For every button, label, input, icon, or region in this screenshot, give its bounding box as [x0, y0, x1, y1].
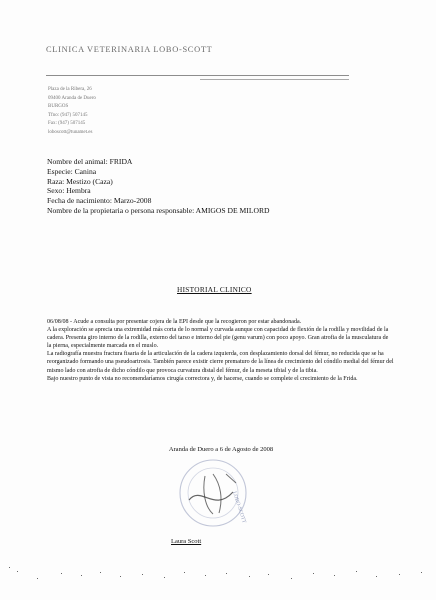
scan-speck [37, 578, 38, 579]
header-divider-secondary [200, 79, 349, 80]
animal-name: Nombre del animal: FRIDA [47, 157, 133, 166]
history-paragraph: A la exploración se aprecia una extremidad más corta de lo normal y curvada aunque con capacidad de flexión de la rodilla y movilidad de la cadera. Presenta giro interno de la rodilla, externo del tarso e interno del pie (genu varum) con poco apoyo. Gran atrofia de la musculatura de la pierna, especialmente marcada en el muslo. [47, 327, 389, 350]
phone-line: Tfno: (947) 507145 [48, 112, 88, 118]
clinic-address [48, 86, 138, 138]
animal-breed: Raza: Mestizo (Caza) [47, 176, 113, 186]
scan-speck [226, 573, 227, 574]
scan-speck [399, 574, 400, 575]
scan-speck [421, 572, 422, 573]
fax-line: Fax: (947) 507145 [48, 121, 86, 127]
scan-speck [268, 574, 269, 575]
email-line: loboscott@tunamet.es [48, 129, 93, 135]
scan-speck [81, 575, 82, 576]
scan-speck [164, 577, 165, 578]
address-line: BURGOS [48, 104, 69, 110]
scan-speck [313, 573, 314, 574]
clinic-name: CLINICA VETERINARIA LOBO-SCOTT [46, 45, 213, 54]
scan-speck [184, 572, 185, 573]
animal-birth-date: Fecha de nacimiento: Marzo-2008 [47, 196, 152, 206]
scan-speck [17, 571, 18, 572]
animal-sex: Sexo: Hembra [47, 186, 91, 196]
stamp-text: LOBO-SCOTT [231, 490, 247, 524]
clinical-history-heading: HISTORIAL CLINICO [177, 285, 252, 294]
place-and-date: Aranda de Duero a 6 de Agosto de 2008 [168, 446, 274, 453]
scan-speck [356, 571, 357, 572]
scan-speck [9, 567, 10, 568]
clinic-stamp [176, 456, 250, 530]
address-line: 09400 Aranda de Duero [48, 95, 96, 101]
animal-species: Especie: Canina [47, 166, 97, 176]
address-line: Plaza de la Ribera, 26 [48, 87, 92, 92]
scan-speck [334, 575, 335, 576]
scan-speck [120, 576, 121, 577]
signer-name: Laura Scott [171, 538, 202, 545]
clinical-history-body [47, 318, 394, 383]
history-paragraph: La radiografía muestra fractura fisaria de la articulación de la cadera izquierda, con desplazamiento dorsal del fémur, no reducida que se ha reorganizado formando una pseudoartrosis. También parece existir cierre prematuro de la línea de crecimiento del cóndilo medial del fémur del mismo lado con atrofia de dicho cóndilo que provoca curvatura distal del fémur, de la meseta tibial y de la tibia. [47, 351, 394, 374]
animal-owner: Nombre de la propietaria o persona responsable: AMIGOS DE MILORD [47, 205, 270, 215]
scan-speck [376, 576, 377, 577]
scan-speck [61, 573, 62, 574]
animal-information [47, 157, 397, 216]
header-divider [46, 75, 349, 76]
scan-speck [142, 574, 143, 575]
scan-speck [205, 575, 206, 576]
scan-speck [291, 578, 292, 579]
history-paragraph: Bajo nuestro punto de vista no recomendaríamos cirugía correctora y, de hacerse, cuando se complete el crecimiento de la Frida. [47, 375, 358, 382]
scan-speck [100, 572, 101, 573]
scan-speck [249, 576, 250, 577]
history-paragraph: 06/08/08 - Acude a consulta por presentar cojera de la EPI desde que la recogieron por estar abandonada. [47, 319, 302, 325]
